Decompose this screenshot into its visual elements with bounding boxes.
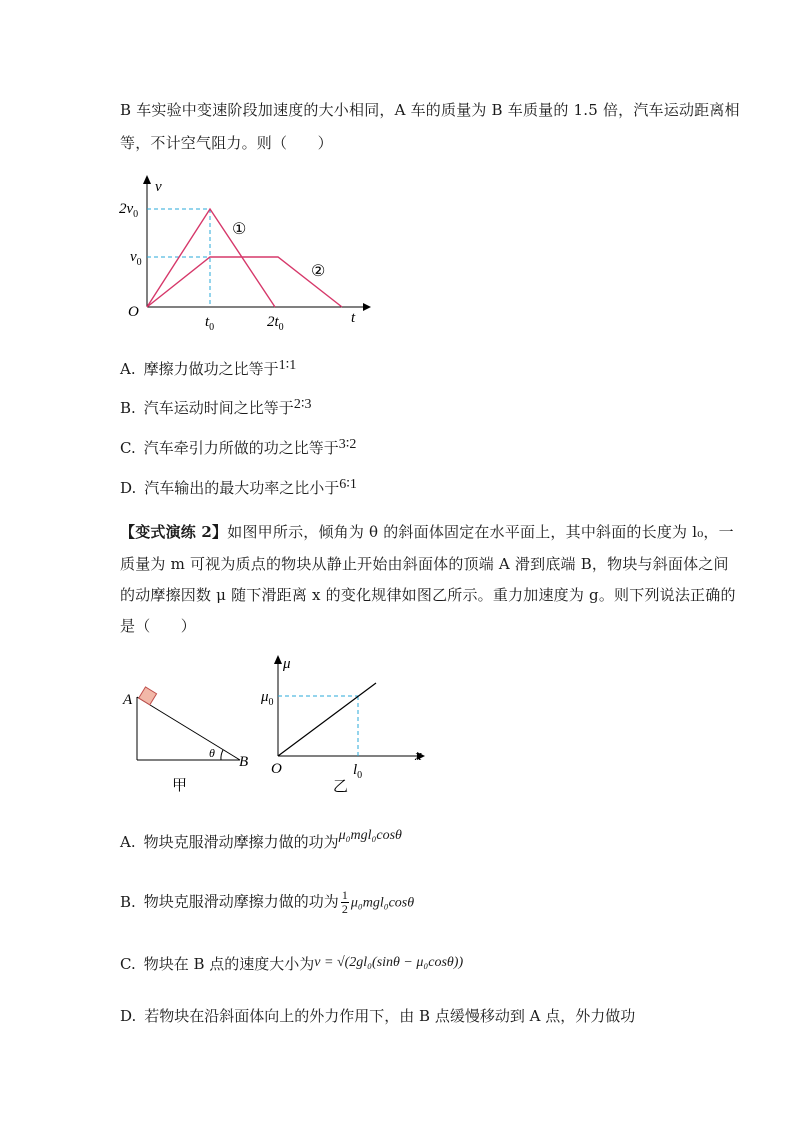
q2-line-4: 是（ ） <box>120 617 197 635</box>
t-axis-label: t <box>351 310 356 326</box>
fraction-denominator: 2 <box>341 902 348 916</box>
option-text: 汽车牵引力所做的功之比等于 <box>143 439 339 457</box>
mu-axis-arrow <box>274 655 282 664</box>
angle-arc <box>221 750 223 760</box>
q2-line-2: 质量为 m 可视为质点的物块从静止开始由斜面体的顶端 A 滑到底端 B，物块与斜面体之间 <box>120 555 729 573</box>
option-letter: D. <box>120 1007 137 1025</box>
x-tick-2t0: $2t_0$ <box>267 314 284 332</box>
option-math: 6∶1 <box>339 477 357 492</box>
figure-caption-yi: 乙 <box>333 779 349 795</box>
option-c[interactable] <box>120 437 356 458</box>
y-tick-mu0: $\mu_0$ <box>261 689 274 708</box>
option-letter: B. <box>120 399 136 417</box>
x-tick-l0: $l_0$ <box>353 762 363 781</box>
option-math: 3∶2 <box>338 437 357 452</box>
option-math: μ₀mgl₀cosθ <box>338 828 402 843</box>
curve-2-label: ② <box>311 263 326 280</box>
v-axis-arrow <box>143 175 151 184</box>
q2-option-d[interactable] <box>120 1005 635 1026</box>
mu-axis-label: μ <box>283 656 291 672</box>
figure-caption-jia: 甲 <box>172 778 188 794</box>
q2-option-b[interactable] <box>120 889 414 916</box>
fraction-numerator: 1 <box>341 888 348 902</box>
option-letter: A. <box>120 833 136 851</box>
option-d[interactable] <box>120 477 357 498</box>
x-axis-label: x <box>415 748 422 764</box>
incline-slope <box>137 697 240 760</box>
option-b[interactable] <box>120 397 311 418</box>
option-math: v = √(2gl₀(sinθ − μ₀cosθ)) <box>314 955 464 970</box>
origin-label: O <box>271 761 282 777</box>
angle-label: θ <box>209 746 215 760</box>
q2-line-3: 的动摩擦因数 μ 随下滑距离 x 的变化规律如图乙所示。重力加速度为 g。则下列说法正确的 <box>120 586 736 604</box>
option-math: 1∶1 <box>278 358 297 373</box>
point-a-label: A <box>123 692 133 708</box>
option-text: 物块克服滑动摩擦力做的功为 <box>143 892 339 911</box>
point-b-label: B <box>239 754 249 770</box>
option-a[interactable] <box>120 358 296 379</box>
intro-line-2: 等，不计空气阻力。则（ ） <box>120 134 333 152</box>
origin-label: O <box>128 304 139 320</box>
q2-line-1 <box>120 521 734 542</box>
option-text: 物块克服滑动摩擦力做的功为 <box>143 833 339 851</box>
q2-option-a[interactable] <box>120 828 402 852</box>
t-axis-arrow <box>363 303 371 311</box>
option-text: 汽车输出的最大功率之比小于 <box>144 479 340 497</box>
incline-figure <box>115 672 260 797</box>
block <box>139 687 157 705</box>
option-text: 物块在 B 点的速度大小为 <box>143 955 315 973</box>
option-text: 摩擦力做功之比等于 <box>143 360 279 378</box>
option-text: 汽车运动时间之比等于 <box>143 399 294 417</box>
x-tick-t0: $t_0$ <box>205 314 215 332</box>
curve-1-label: ① <box>232 221 247 238</box>
option-text: 若物块在沿斜面体向上的外力作用下，由 B 点缓慢移动到 A 点，外力做功 <box>144 1007 636 1025</box>
v-axis-label: v <box>155 179 162 195</box>
option-math: μ₀mgl₀cosθ <box>350 895 415 911</box>
option-letter: C. <box>120 955 136 973</box>
fraction-half <box>341 889 349 916</box>
option-letter: D. <box>120 479 137 497</box>
option-math: 2∶3 <box>293 397 312 412</box>
mu-line <box>278 683 376 756</box>
velocity-time-graph <box>115 172 375 332</box>
q2-line-1-text: 如图甲所示，倾角为 θ 的斜面体固定在水平面上，其中斜面的长度为 l₀，一 <box>227 523 734 541</box>
y-tick-v0: $v_0$ <box>130 249 142 268</box>
y-tick-2v0: $2v_0$ <box>119 201 139 220</box>
q2-option-c[interactable] <box>120 953 463 974</box>
option-letter: B. <box>120 892 136 911</box>
option-letter: A. <box>120 360 136 378</box>
q2-tag: 【变式演练 2】 <box>120 523 228 541</box>
intro-line-1: B 车实验中变速阶段加速度的大小相同，A 车的质量为 B 车质量的 1.5 倍，汽车运动距离相 <box>120 101 740 119</box>
mu-x-graph <box>255 652 430 797</box>
option-letter: C. <box>120 439 136 457</box>
